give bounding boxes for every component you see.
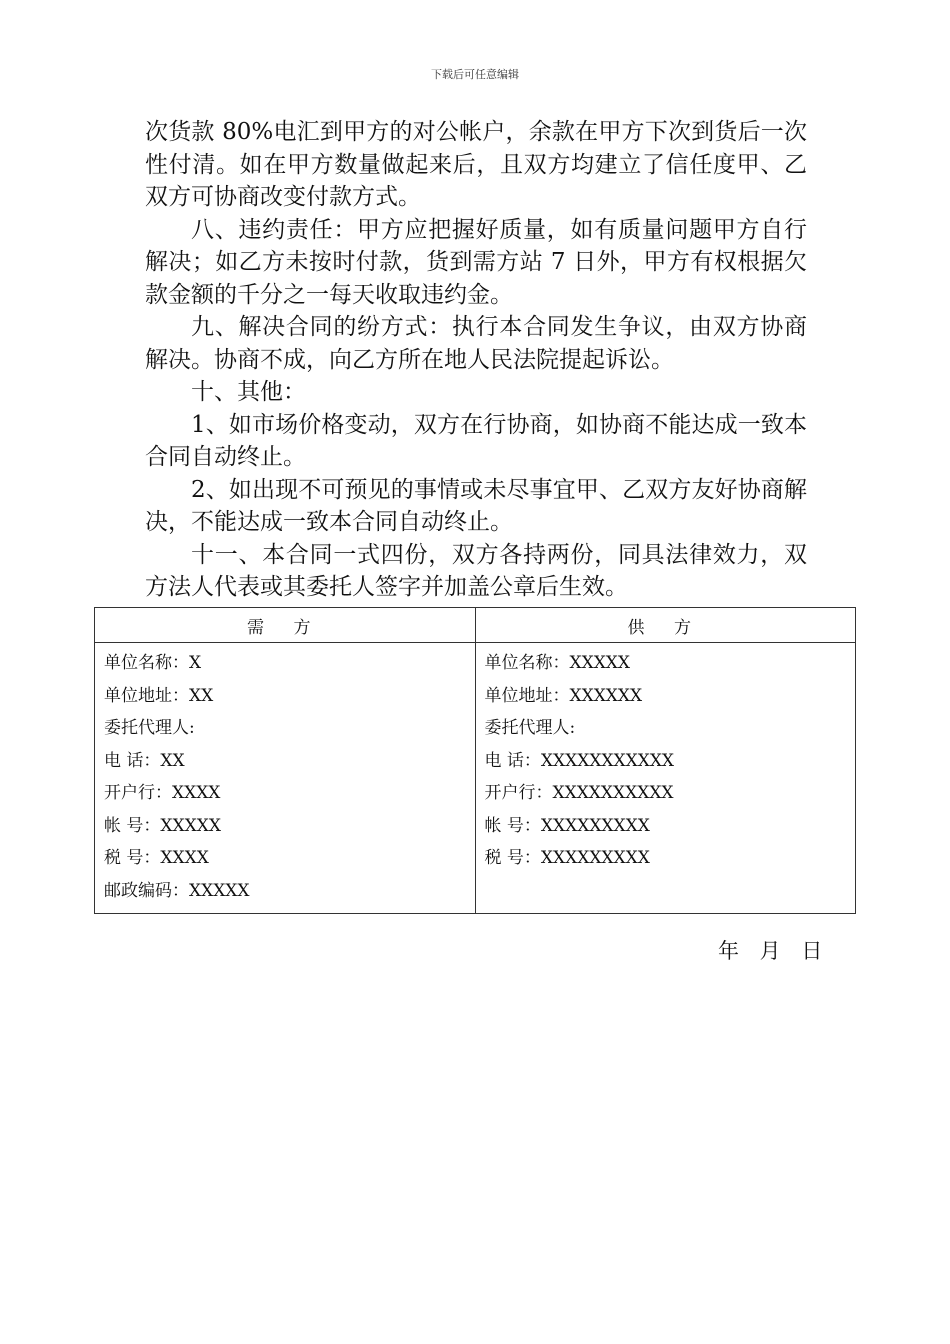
buyer-info [95, 643, 476, 914]
seller-address: 单位地址：XXXXXX [484, 685, 643, 706]
paragraph-breach: 八、违约责任：甲方应把握好质量，如有质量问题甲方自行解决；如乙方未按时付款，货到需方站 7 日外，甲方有权根据欠款金额的千分之一每天收取违约金。 [145, 216, 807, 308]
paragraph-other-1: 1、如市场价格变动，双方在行协商，如协商不能达成一致本合同自动终止。 [145, 411, 807, 470]
seller-account: 帐 号：XXXXXXXXX [484, 815, 650, 836]
buyer-tax-id: 税 号：XXXX [104, 848, 209, 868]
seller-company-name: 单位名称：XXXXX [484, 653, 631, 673]
buyer-bank: 开户行：XXXX [104, 783, 221, 803]
seller-agent: 委托代理人: [484, 718, 576, 738]
paragraph-other-heading: 十、其他： [191, 379, 306, 405]
paragraph-dispute: 九、解决合同的纷方式：执行本合同发生争议，由双方协商解决。协商不成，向乙方所在地人民法院提起诉讼。 [145, 314, 807, 373]
buyer-account: 帐 号：XXXXX [104, 815, 221, 836]
seller-phone: 电 话：XXXXXXXXXXX [484, 750, 675, 771]
seller-bank: 开户行：XXXXXXXXXX [484, 783, 674, 803]
buyer-agent: 委托代理人: [104, 718, 195, 738]
seller-info [475, 643, 856, 914]
buyer-company-name: 单位名称：X [104, 653, 202, 673]
page-header: 下载后可任意编辑 [431, 68, 519, 81]
seller-tax-id: 税 号：XXXXXXXXX [484, 848, 650, 868]
paragraph-copies: 十一、本合同一式四份，双方各持两份，同具法律效力，双方法人代表或其委托人签字并加盖公章后生效。 [145, 541, 807, 600]
contract-body [145, 116, 807, 604]
signing-date: 年 月 日 [718, 939, 823, 963]
buyer-header: 需 方 [95, 608, 476, 643]
buyer-postal-code: 邮政编码：XXXXX [104, 880, 250, 901]
paragraph-other-2: 2、如出现不可预见的事情或未尽事宜甲、乙双方友好协商解决，不能达成一致本合同自动终止。 [145, 476, 807, 535]
buyer-address: 单位地址：XX [104, 685, 214, 706]
parties-table [94, 607, 856, 914]
paragraph-payment: 次货款 80%电汇到甲方的对公帐户，余款在甲方下次到货后一次性付清。如在甲方数量做起来后，且双方均建立了信任度甲、乙双方可协商改变付款方式。 [145, 119, 807, 210]
seller-header: 供 方 [475, 608, 856, 643]
buyer-phone: 电 话：XX [104, 750, 185, 771]
